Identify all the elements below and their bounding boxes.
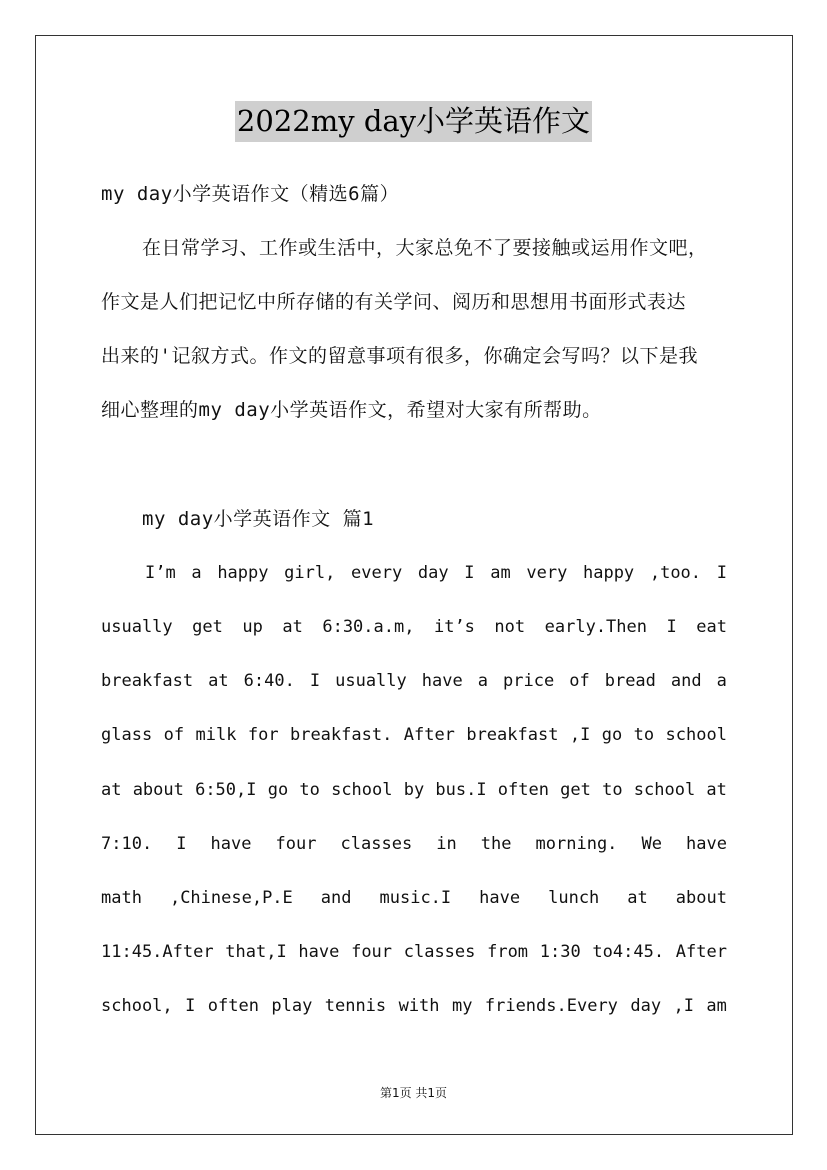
essay-line bbox=[101, 669, 727, 693]
title-container bbox=[0, 101, 827, 142]
document-title: 2022my day小学英语作文 bbox=[235, 101, 592, 142]
essay-word: classes bbox=[340, 834, 413, 854]
essay-word: the bbox=[480, 834, 512, 854]
essay-line bbox=[101, 723, 727, 747]
essay-word: a bbox=[716, 671, 727, 691]
intro-line: 出来的'记叙方式。作文的留意事项有很多，你确定会写吗？以下是我 bbox=[101, 345, 698, 367]
essay-word: tennis bbox=[324, 996, 387, 1016]
essay-word: bread bbox=[604, 671, 656, 691]
essay-word: get bbox=[192, 617, 223, 637]
essay-word: early.Then bbox=[544, 617, 647, 637]
intro-line: 细心整理的my day小学英语作文，希望对大家有所帮助。 bbox=[101, 399, 602, 421]
essay-word: school, bbox=[101, 996, 173, 1016]
essay-word: go bbox=[601, 725, 623, 745]
essay-word: play bbox=[271, 996, 313, 1016]
essay-line bbox=[101, 940, 727, 964]
essay-word: have bbox=[298, 942, 340, 962]
essay-line bbox=[101, 886, 727, 910]
essay-word: After bbox=[675, 942, 727, 962]
essay-word: often bbox=[497, 780, 549, 800]
essay-word: very bbox=[526, 563, 568, 583]
essay-word: about bbox=[675, 888, 727, 908]
essay-word: school bbox=[331, 780, 393, 800]
essay-word: I bbox=[185, 996, 196, 1016]
essay-word: my bbox=[451, 996, 473, 1016]
essay-word: lunch bbox=[548, 888, 600, 908]
essay-word: a bbox=[191, 563, 202, 583]
essay-word: milk bbox=[195, 725, 237, 745]
intro-line: 作文是人们把记忆中所存储的有关学问、阅历和思想用书面形式表达 bbox=[101, 291, 687, 313]
essay-word: I bbox=[464, 563, 475, 583]
essay-word: a bbox=[477, 671, 488, 691]
essay-word: glass bbox=[101, 725, 153, 745]
essay-line bbox=[101, 778, 727, 802]
essay-word: ,too. bbox=[649, 563, 702, 583]
essay-word: get bbox=[560, 780, 591, 800]
essay-word: music.I bbox=[379, 888, 452, 908]
essay-word: I bbox=[176, 834, 187, 854]
essay-word: up bbox=[242, 617, 263, 637]
essay-word: price bbox=[503, 671, 555, 691]
essay-word: I bbox=[309, 671, 321, 691]
essay-line bbox=[101, 994, 727, 1018]
essay-word: ,Chinese,P.E bbox=[169, 888, 293, 908]
essay-word: friends.Every bbox=[484, 996, 618, 1016]
essay-word: day bbox=[630, 996, 662, 1016]
essay-word: at bbox=[282, 617, 303, 637]
essay-word: am bbox=[490, 563, 511, 583]
essay-line bbox=[101, 615, 727, 639]
essay-word: usually bbox=[101, 617, 173, 637]
essay-word: and bbox=[670, 671, 702, 691]
essay-word: 7:10. bbox=[101, 834, 153, 854]
essay-word: 11:45.After bbox=[101, 942, 214, 962]
essay-word: school bbox=[665, 725, 727, 745]
essay-word: to bbox=[633, 725, 655, 745]
essay-word: at bbox=[627, 888, 648, 908]
essay-word: for bbox=[247, 725, 279, 745]
essay-word: of bbox=[569, 671, 590, 691]
essay-line bbox=[145, 561, 727, 585]
essay-word: classes bbox=[403, 942, 476, 962]
essay-word: day bbox=[417, 563, 449, 583]
essay-word: from bbox=[487, 942, 529, 962]
essay-word: by bbox=[403, 780, 425, 800]
essay-word: often bbox=[207, 996, 259, 1016]
essay-word: school bbox=[633, 780, 696, 800]
essay-word: at bbox=[208, 671, 229, 691]
essay-word: not bbox=[494, 617, 526, 637]
essay-word: After bbox=[403, 725, 455, 745]
essay-word: at bbox=[101, 780, 122, 800]
essay-word: to bbox=[602, 780, 623, 800]
essay-word: happy bbox=[582, 563, 635, 583]
essay-word: I bbox=[666, 617, 677, 637]
essay-word: I’m bbox=[145, 563, 176, 583]
essay-word: it’s bbox=[433, 617, 475, 637]
essay-word: have bbox=[479, 888, 521, 908]
essay-word: usually bbox=[335, 671, 407, 691]
intro-line: 在日常学习、工作或生活中，大家总免不了要接触或运用作文吧， bbox=[142, 237, 708, 259]
essay-word: breakfast bbox=[466, 725, 559, 745]
essay-word: 1:30 bbox=[539, 942, 581, 962]
essay-word: 6:30.a.m, bbox=[322, 617, 415, 637]
essay-word: breakfast. bbox=[289, 725, 393, 745]
essay-word: ,I bbox=[673, 996, 694, 1016]
essay-word: eat bbox=[696, 617, 727, 637]
essay-word: that,I bbox=[225, 942, 287, 962]
essay-word: four bbox=[351, 942, 393, 962]
essay-word: have bbox=[210, 834, 252, 854]
essay-word: happy bbox=[217, 563, 269, 583]
essay-word: am bbox=[706, 996, 727, 1016]
essay-word: every bbox=[351, 563, 403, 583]
essay-word: 6:50,I bbox=[195, 780, 257, 800]
essay-word: breakfast bbox=[101, 671, 194, 691]
essay-word: have bbox=[421, 671, 463, 691]
essay-word: to bbox=[299, 780, 320, 800]
essay-word: ,I bbox=[569, 725, 591, 745]
document-subtitle: my day小学英语作文（精选6篇） bbox=[101, 183, 400, 205]
section-heading: my day小学英语作文 篇1 bbox=[142, 508, 375, 530]
page-footer: 第1页 共1页 bbox=[379, 1086, 448, 1100]
essay-word: about bbox=[132, 780, 184, 800]
essay-word: in bbox=[436, 834, 457, 854]
essay-word: girl, bbox=[284, 563, 336, 583]
essay-word: have bbox=[686, 834, 727, 854]
essay-word: to4:45. bbox=[592, 942, 665, 962]
essay-line bbox=[101, 832, 727, 856]
essay-word: bus.I bbox=[435, 780, 487, 800]
essay-word: go bbox=[267, 780, 289, 800]
essay-word: and bbox=[320, 888, 352, 908]
essay-word: We bbox=[641, 834, 662, 854]
essay-word: with bbox=[398, 996, 440, 1016]
essay-word: math bbox=[101, 888, 142, 908]
essay-word: morning. bbox=[535, 834, 618, 854]
essay-word: I bbox=[716, 563, 727, 583]
essay-word: four bbox=[275, 834, 317, 854]
essay-word: at bbox=[706, 780, 727, 800]
essay-word: of bbox=[163, 725, 185, 745]
essay-word: 6:40. bbox=[243, 671, 295, 691]
